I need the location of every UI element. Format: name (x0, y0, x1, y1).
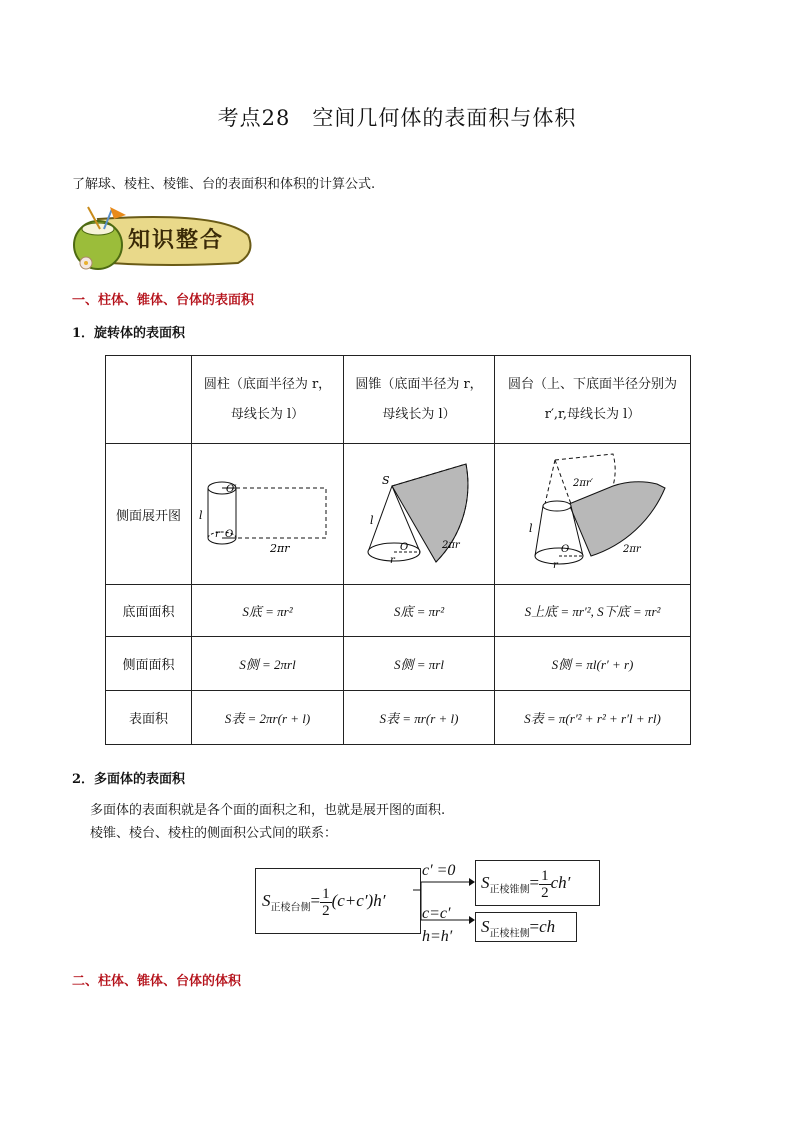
row-label-surface: 表面积 (106, 691, 192, 745)
header-cylinder: 圆柱（底面半径为 r， 母线长为 l） (192, 356, 344, 444)
cone-surface-area: S表 = πr(r + l) (344, 691, 495, 745)
row-label-base: 底面面积 (106, 585, 192, 637)
cylinder-unfold-diagram (192, 444, 344, 585)
pyramid-lateral-formula-box: $S_{正棱锥侧}=$ $\frac{1}{2}$ ch′ (475, 860, 600, 906)
frustum-lateral-formula-box: $S_{正棱台侧}=$ $\frac{1}{2}$ (c+c′)h′ (255, 868, 421, 934)
cone-unfold-diagram (344, 444, 495, 585)
cylinder-lateral-area: S侧 = 2πrl (192, 637, 344, 691)
svg-text:S: S (382, 474, 390, 487)
paragraph-2: 棱锥、棱台、棱柱的侧面积公式间的联系： (90, 826, 338, 841)
svg-text:2πr: 2πr (270, 542, 290, 555)
subheading-2: 2．多面体的表面积 (72, 772, 186, 787)
arrow-label-bottom-2: h=h′ (422, 928, 453, 945)
frustum-base-area: S上底 = πr′², S下底 = πr² (495, 585, 691, 637)
svg-text:O: O (225, 529, 234, 540)
arrow-label-bottom-1: c=c′ (422, 905, 451, 922)
cone-base-area: S底 = πr² (344, 585, 495, 637)
arrow-label-top: c′ =0 (422, 862, 456, 879)
svg-text:2πr′: 2πr′ (573, 478, 593, 489)
cylinder-base-area: S底 = πr² (192, 585, 344, 637)
svg-text:2πr: 2πr (623, 544, 641, 555)
row-label-lateral: 侧面面积 (106, 637, 192, 691)
page-title: 考点28 空间几何体的表面积与体积 (217, 106, 577, 130)
header-frustum: 圆台（上、下底面半径分别为 r′,r,母线长为 l） (495, 356, 691, 444)
cylinder-surface-area: S表 = 2πr(r + l) (192, 691, 344, 745)
paragraph-1: 多面体的表面积就是各个面的面积之和，也就是展开图的面积. (90, 803, 446, 818)
section-heading-1: 一、柱体、锥体、台体的表面积 (72, 293, 255, 308)
svg-text:O: O (561, 544, 570, 555)
svg-text:r: r (215, 529, 220, 540)
svg-text:r: r (390, 555, 395, 566)
formula-table (105, 355, 691, 745)
frustum-lateral-area: S侧 = πl(r′ + r) (495, 637, 691, 691)
banner-text: 知识整合 (128, 228, 225, 253)
svg-text:O: O (400, 542, 409, 553)
row-label-unfold: 侧面展开图 (106, 444, 192, 585)
frustum-unfold-diagram (495, 444, 691, 585)
intro-text: 了解球、棱柱、棱锥、台的表面积和体积的计算公式. (72, 177, 376, 192)
cone-lateral-area: S侧 = πrl (344, 637, 495, 691)
svg-text:l: l (529, 522, 533, 535)
svg-text:O′: O′ (226, 484, 237, 495)
subheading-1: 1．旋转体的表面积 (72, 326, 186, 341)
table-corner (106, 356, 192, 444)
svg-text:r: r (553, 560, 558, 571)
knowledge-banner (70, 205, 260, 273)
svg-text:2πr: 2πr (442, 540, 460, 551)
section-heading-2: 二、柱体、锥体、台体的体积 (72, 974, 242, 989)
prism-lateral-formula-box: $S_{正棱柱侧}=ch$ (475, 912, 577, 942)
svg-text:l: l (199, 509, 203, 522)
header-cone: 圆锥（底面半径为 r， 母线长为 l） (344, 356, 495, 444)
svg-text:l: l (370, 514, 374, 527)
frustum-surface-area: S表 = π(r′² + r² + r′l + rl) (495, 691, 691, 745)
